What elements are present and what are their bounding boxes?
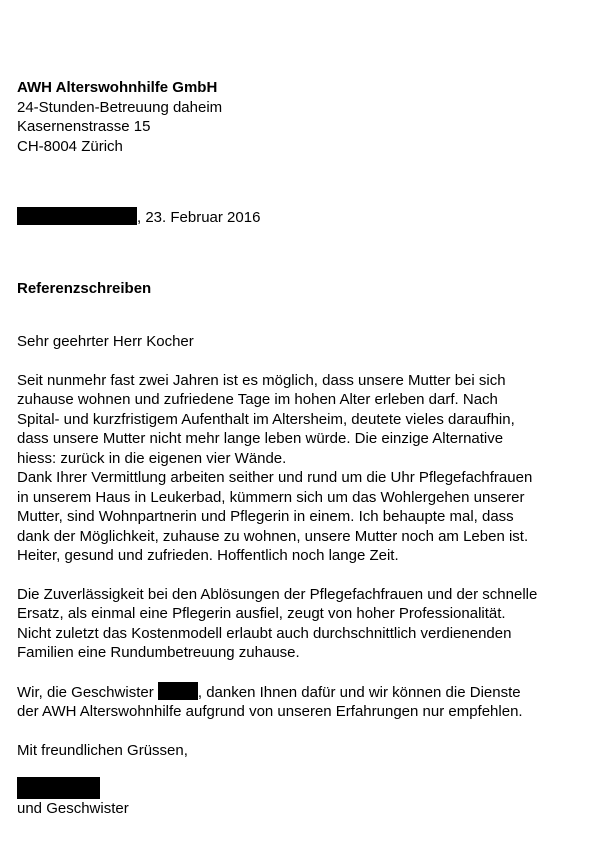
paragraph-line: Dank Ihrer Vermittlung arbeiten seither und rund um die Uhr Pflegefachfrauen	[17, 469, 533, 486]
sender-tagline: 24-Stunden-Betreuung daheim	[17, 98, 223, 116]
paragraph-1	[17, 371, 587, 566]
sender-city: CH-8004 Zürich	[17, 137, 123, 155]
paragraph-line: hiess: zurück in die eigenen vier Wände.	[17, 449, 287, 467]
closing: Mit freundlichen Grüssen,	[17, 741, 188, 759]
signature-suffix: und Geschwister	[17, 800, 129, 817]
closing-para-line-1	[17, 682, 587, 703]
paragraph-line: in unserem Haus in Leukerbad, kümmern sich um das Wohlergehen unserer	[17, 488, 525, 506]
salutation: Sehr geehrter Herr Kocher	[17, 333, 194, 350]
paragraph-line: Nicht zuletzt das Kostenmodell erlaubt auch durchschnittlich verdienenden	[17, 624, 512, 642]
paragraph-line: Heiter, gesund und zufrieden. Hoffentlich noch lange Zeit.	[17, 547, 399, 564]
redacted-signature	[17, 777, 100, 799]
paragraph-line: zuhause wohnen und zufriedene Tage im hohen Alter erleben darf. Nach	[17, 391, 498, 408]
redacted-family-name	[158, 682, 198, 700]
subject: Referenzschreiben	[17, 279, 152, 297]
paragraph-line: Die Zuverlässigkeit bei den Ablösungen der Pflegefachfrauen und der schnelle	[17, 585, 538, 603]
paragraph-line: dass unsere Mutter nicht mehr lange leben würde. Die einzige Alternative	[17, 430, 504, 447]
paragraph-line: Mutter, sind Wohnpartnerin und Pflegerin in einem. Ich behaupte mal, dass	[17, 508, 514, 525]
date-line	[17, 207, 587, 228]
signature-block	[17, 777, 587, 819]
paragraph-line: Ersatz, als einmal eine Pflegerin ausfiel, zeugt von hoher Professionalität.	[17, 605, 506, 622]
sender-company: AWH Alterswohnhilfe GmbH	[17, 79, 218, 96]
paragraph-3	[17, 682, 587, 722]
paragraph-line: dank der Möglichkeit, zuhause zu wohnen, unsere Mutter noch am Leben ist.	[17, 527, 529, 545]
paragraph-2	[17, 585, 587, 663]
closing-para-line-2: der AWH Alterswohnhilfe aufgrund von unseren Erfahrungen nur empfehlen.	[17, 703, 523, 720]
date-text: , 23. Februar 2016	[137, 209, 261, 226]
sender-street: Kasernenstrasse 15	[17, 118, 151, 135]
letter	[17, 78, 587, 819]
redacted-location	[17, 207, 137, 225]
paragraph-line: Spital- und kurzfristigem Aufenthalt im Altersheim, deutete vieles daraufhin,	[17, 410, 515, 428]
paragraph-line: Familien eine Rundumbetreuung zuhause.	[17, 644, 300, 661]
closing-para-after: , danken Ihnen dafür und wir können die Dienste	[197, 683, 521, 701]
sender-block	[17, 78, 587, 156]
paragraph-line: Seit nunmehr fast zwei Jahren ist es möglich, dass unsere Mutter bei sich	[17, 371, 506, 389]
closing-para-before: Wir, die Geschwister	[17, 683, 158, 701]
